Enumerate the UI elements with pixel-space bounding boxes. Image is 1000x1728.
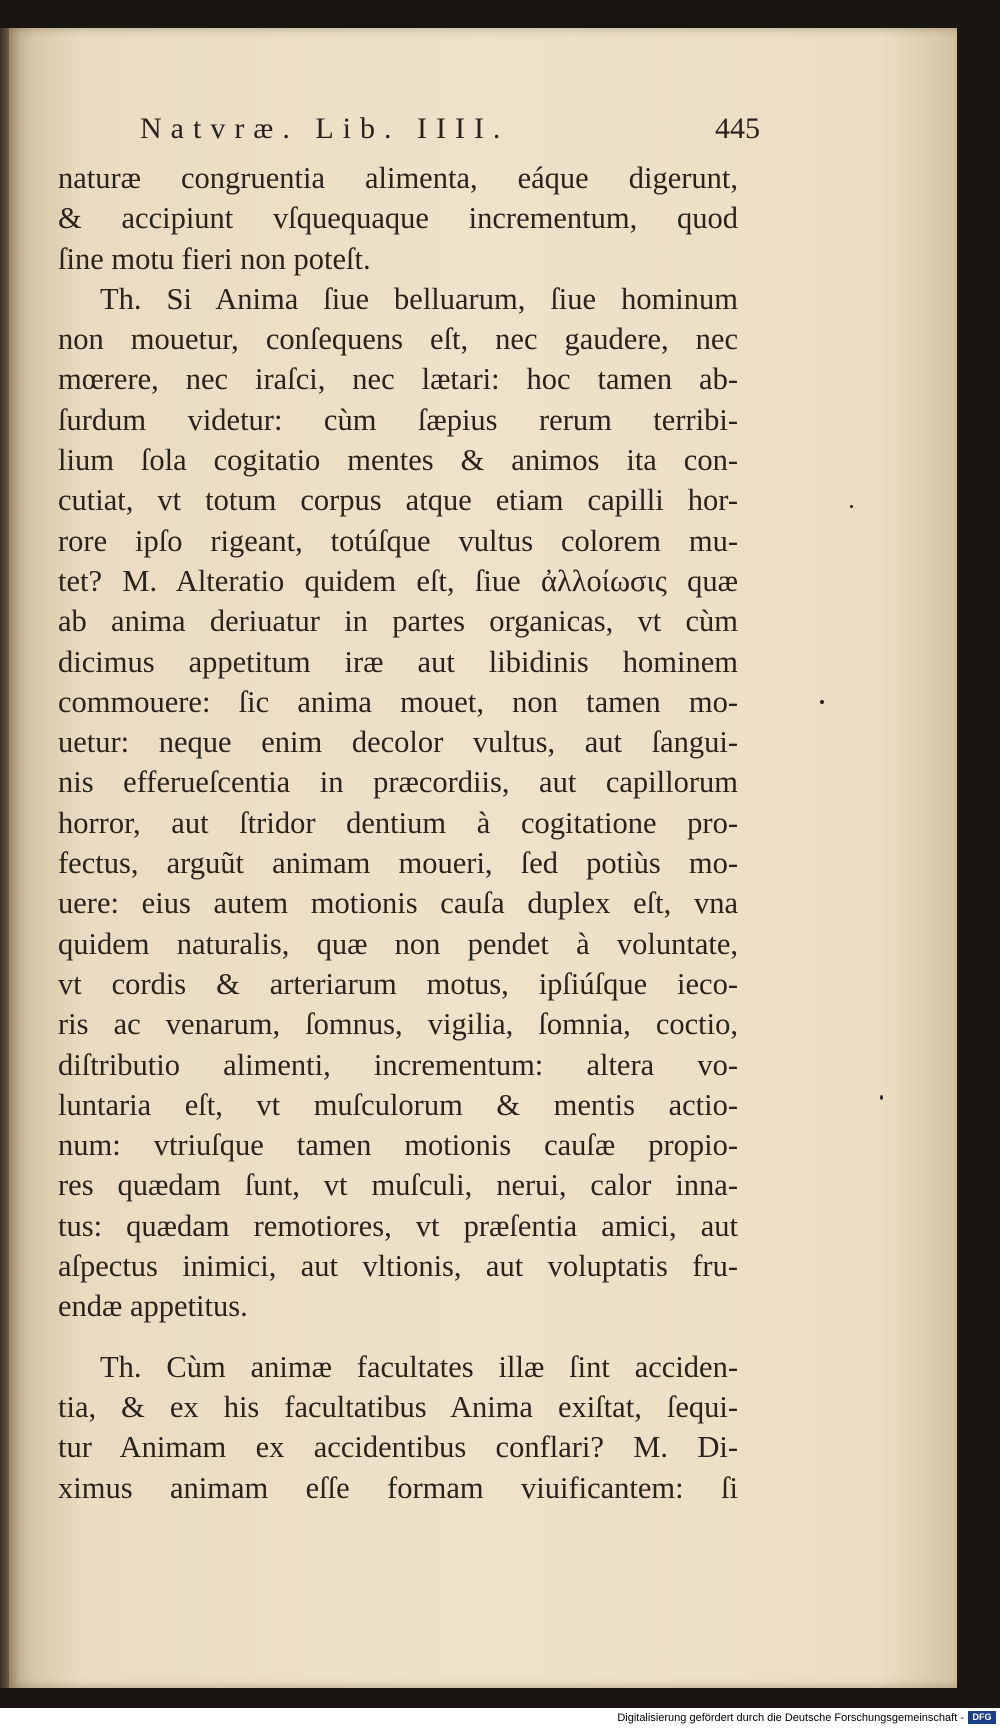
- text-line: non mouetur, conſequens eſt, nec gaudere, nec: [58, 322, 738, 357]
- text-line: fectus, arguũt animam moueri, ſed potiùs mo-: [58, 846, 738, 881]
- text-line: num: vtriuſque tamen motionis cauſæ propio-: [58, 1128, 738, 1163]
- text-line: endæ appetitus.: [58, 1289, 248, 1324]
- text-line: uere: eius autem motionis cauſa duplex eſt, vna: [58, 886, 738, 921]
- page-number: 445: [715, 112, 760, 145]
- text-line: cutiat, vt totum corpus atque etiam capilli hor-: [58, 483, 738, 518]
- text-line: dicimus appetitum iræ aut libidinis hominem: [58, 644, 738, 679]
- text-line: aſpectus inimici, aut vltionis, aut voluptatis fru-: [58, 1249, 738, 1284]
- text-line: nis efferueſcentia in præcordiis, aut capillorum: [58, 765, 738, 800]
- paragraph-start-line: Th. Cùm animæ facultates illæ ſint acciden-: [100, 1349, 738, 1384]
- page-binding-edge: [0, 28, 9, 1688]
- text-line: quidem naturalis, quæ non pendet à voluntate,: [58, 926, 738, 961]
- dfg-logo: DFG: [968, 1711, 996, 1724]
- text-line: ab anima deriuatur in partes organicas, vt cùm: [58, 604, 738, 639]
- text-line: ſine motu fieri non poteſt.: [58, 241, 371, 276]
- text-line: tet? M. Alteratio quidem eſt, ſiue ἀλλοίωσις quæ: [58, 563, 738, 598]
- running-header: Natvræ. Lib. IIII.: [140, 112, 510, 145]
- text-line: tus: quædam remotiores, vt præſentia amici, aut: [58, 1208, 738, 1243]
- funding-credit: Digitalisierung gefördert durch die Deutsche Forschungsgemeinschaft -: [617, 1712, 964, 1724]
- text-line: tia, & ex his facultatibus Anima exiſtat, ſequi-: [58, 1389, 738, 1424]
- text-line: horror, aut ſtridor dentium à cogitatione pro-: [58, 805, 738, 840]
- text-line: rore ipſo rigeant, totúſque vultus colorem mu-: [58, 523, 738, 558]
- text-line: uetur: neque enim decolor vultus, aut ſangui-: [58, 725, 738, 760]
- page-speck: [820, 700, 824, 704]
- text-line: ſurdum videtur: cùm ſæpius rerum terribi-: [58, 402, 738, 437]
- page-speck: [880, 1095, 883, 1100]
- paragraph-gap: [58, 1327, 738, 1347]
- paragraph-start-line: Th. Si Anima ſiue belluarum, ſiue hominum: [100, 281, 738, 316]
- text-line: tur Animam ex accidentibus conflari? M. Di-: [58, 1430, 738, 1465]
- text-line: diſtributio alimenti, incrementum: altera vo-: [58, 1047, 738, 1082]
- text-line: commouere: ſic anima mouet, non tamen mo-: [58, 684, 738, 719]
- page-speck: [850, 505, 853, 508]
- digitization-footer: [0, 1708, 1000, 1728]
- text-line: lium ſola cogitatio mentes & animos ita con-: [58, 443, 738, 478]
- text-line: vt cordis & arteriarum motus, ipſiúſque ieco-: [58, 966, 738, 1001]
- body-text: [58, 158, 738, 1508]
- text-line: res quædam ſunt, vt muſculi, nerui, calor inna-: [58, 1168, 738, 1203]
- text-line: ximus animam eſſe formam viuificantem: ſi: [58, 1470, 738, 1505]
- text-line: & accipiunt vſquequaque incrementum, quod: [58, 201, 738, 236]
- text-line: mœrere, nec iraſci, nec lætari: hoc tamen ab-: [58, 362, 738, 397]
- text-line: ris ac venarum, ſomnus, vigilia, ſomnia, coctio,: [58, 1007, 738, 1042]
- text-line: naturæ congruentia alimenta, eáque digerunt,: [58, 161, 738, 195]
- text-line: luntaria eſt, vt muſculorum & mentis actio-: [58, 1087, 738, 1122]
